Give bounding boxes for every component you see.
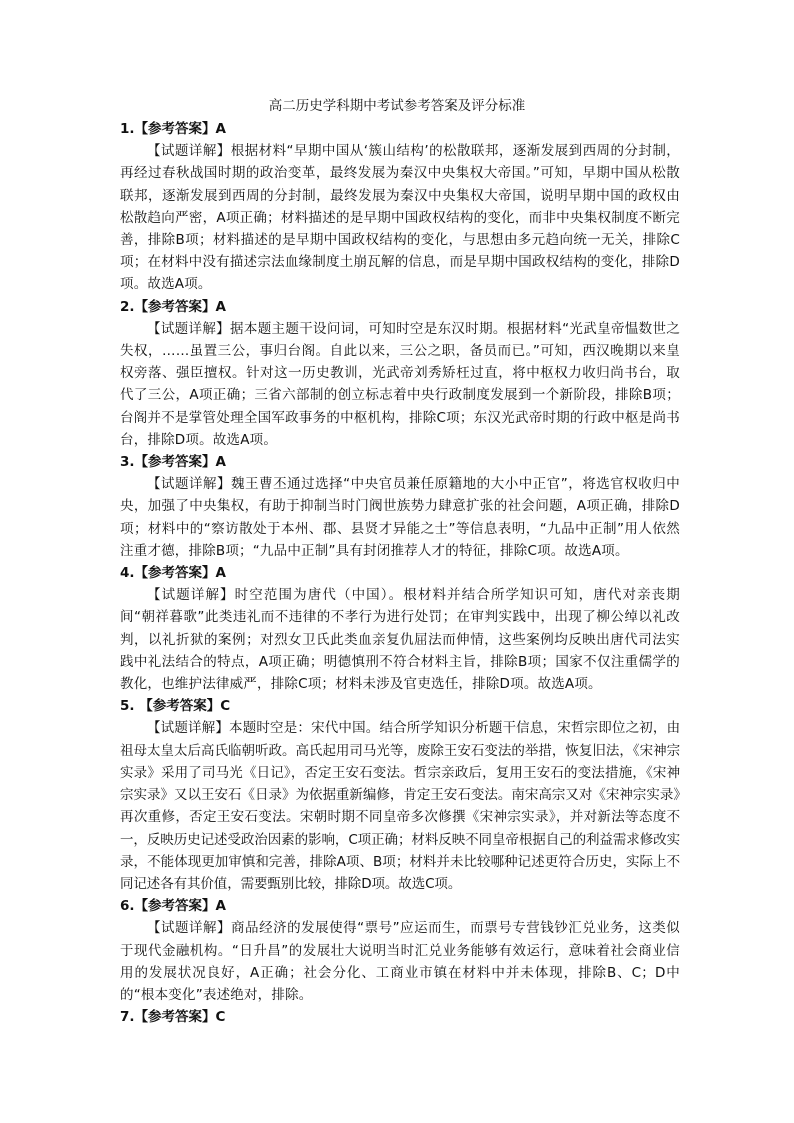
- page-title: 高二历史学科期中考试参考答案及评分标准: [268, 98, 526, 114]
- answer-6: 6.【参考答案】A: [120, 898, 226, 915]
- answer-3: 3.【参考答案】A: [120, 454, 226, 471]
- explanation-5: 【试题详解】本题时空是：宋代中国。结合所学知识分析题干信息，宋哲宗即位之初，由祖母太皇太后高氏临朝听政。高氏起用司马光等，废除王安石变法的举措，恢复旧法，《宋神宗实录》采用了司马光《日记》，否定王安石变法。哲宗亲政后，复用王安石的变法措施，《宋神宗实录》又以王安石《日录》为依据重新编修，肯定王安石变法。南宋高宗又对《宋神宗实录》再次重修，否定王安石变法。宋朝时期不同皇帝多次修撰《宋神宗实录》，并对新法等态度不一，反映历史记述受政治因素的影响，C项正确；材料反映不同皇帝根据自己的利益需求修改实录，不能体现更加审慎和完善，排除A项、B项；材料并未比较哪种记述更符合历史，实际上不同记述各有其价值，需要甄别比较，排除D项。故选C项。: [120, 720, 680, 892]
- answer-5: 5. 【参考答案】C: [120, 698, 231, 715]
- answer-list: [120, 118, 680, 1028]
- explanation-1: 【试题详解】根据材料“早期中国从‘簇山结构’的松散联邦，逐渐发展到西周的分封制，再经过春秋战国时期的政治变革，最终发展为秦汉中央集权大帝国。”可知，早期中国从松散联邦，逐渐发展到西周的分封制，最终发展为秦汉中央集权大帝国，说明早期中国的政权由松散趋向严密，A项正确；材料描述的是早期中国政权结构的变化，而非中央集权制度不断完善，排除B项；材料描述的是早期中国政权结构的变化，与思想由多元趋向统一无关，排除C项；在材料中没有描述宗法血缘制度土崩瓦解的信息，而是早期中国政权结构的变化，排除D项。故选A项。: [120, 143, 680, 293]
- explanation-4: 【试题详解】时空范围为唐代（中国）。根材料并结合所学知识可知，唐代对亲丧期间“朝祥暮歌”此类违礼而不违律的不孝行为进行处罚；在审判实践中，出现了柳公绰以礼改判，以礼折狱的案例；对烈女卫氏此类血亲复仇屈法而伸情，这些案例均反映出唐代司法实践中礼法结合的特点，A项正确；明德慎刑不符合材料主旨，排除B项；国家不仅注重儒学的教化，也维护法律威严，排除C项；材料未涉及官吏选任，排除D项。故选A项。: [120, 587, 680, 693]
- answer-4: 4.【参考答案】A: [120, 565, 226, 582]
- explanation-6: 【试题详解】商品经济的发展使得“票号”应运而生，而票号专营钱钞汇兑业务，这类似于现代金融机构。“日升昌”的发展壮大说明当时汇兑业务能够有效运行，意味着社会商业信用的发展状况良好，A正确；社会分化、工商业市镇在材料中并未体现，排除B、C；D中的“根本变化”表述绝对，排除。: [120, 920, 680, 1003]
- explanation-2: 【试题详解】据本题主题干设问词，可知时空是东汉时期。根据材料“光武皇帝愠数世之失权，……虽置三公，事归台阁。自此以来，三公之职，备员而已。”可知，西汉晚期以来皇权旁落、强臣擅权。针对这一历史教训，光武帝刘秀矫枉过直，将中枢权力收归尚书台，取代了三公，A项正确；三省六部制的创立标志着中央行政制度发展到一个新阶段，排除B项；台阁并不是掌管处理全国军政事务的中枢机构，排除C项；东汉光武帝时期的行政中枢是尚书台，排除D项。故选A项。: [120, 320, 680, 448]
- answer-7: 7.【参考答案】C: [120, 1009, 226, 1026]
- answer-2: 2.【参考答案】A: [120, 298, 226, 315]
- explanation-3: 【试题详解】魏王曹丕通过选择“中央官员兼任原籍地的大小中正官”，将选官权收归中央，加强了中央集权，有助于抑制当时门阀世族势力肆意扩张的社会问题，A项正确，排除D项；材料中的“察访散处于本州、郡、县贤才异能之士”等信息表明，“九品中正制”用人依然注重才德，排除B项；“九品中正制”具有封闭推荐人才的特征，排除C项。故选A项。: [120, 476, 680, 559]
- answer-1: 1.【参考答案】A: [120, 121, 226, 137]
